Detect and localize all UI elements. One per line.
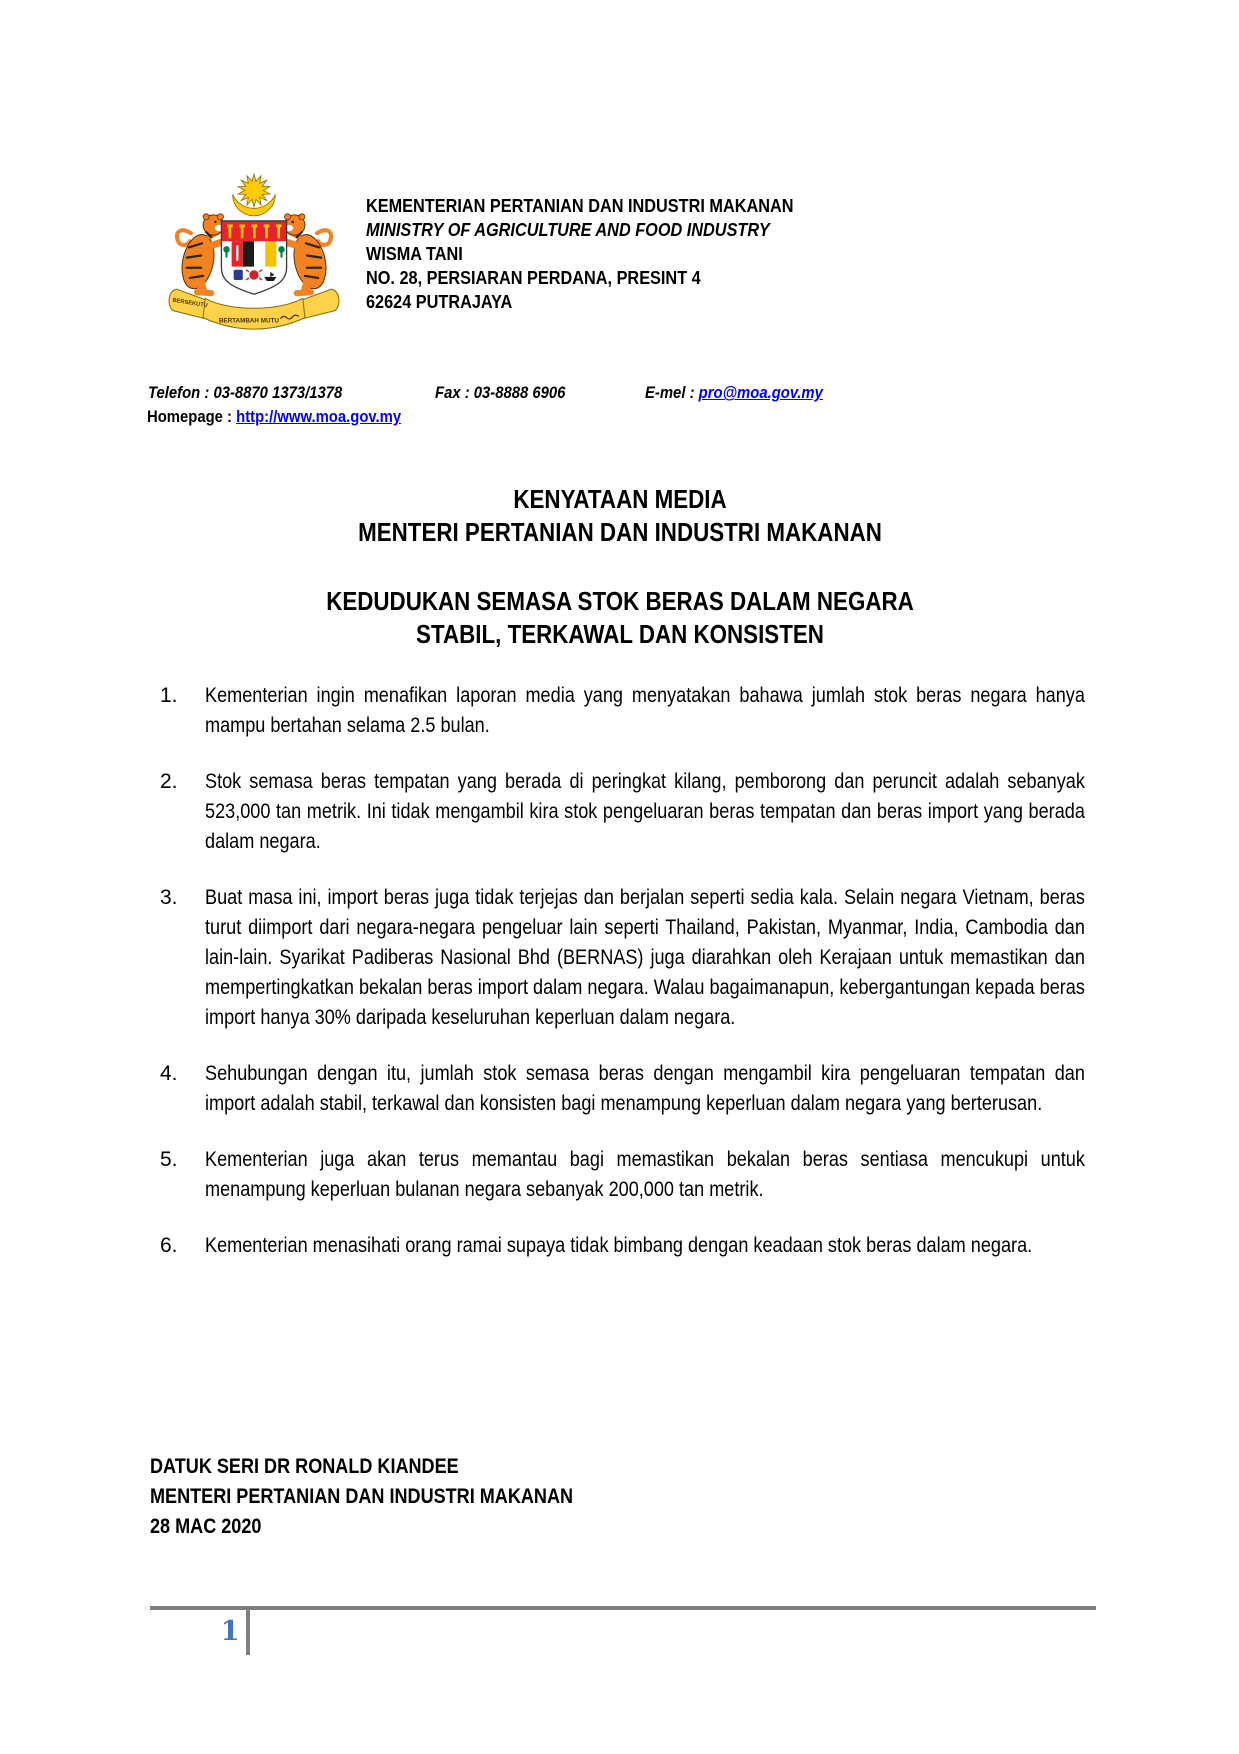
coat-of-arms-logo (152, 168, 356, 338)
homepage-line (147, 408, 401, 427)
tiger-left-icon (177, 214, 227, 293)
paragraph-number: 2. (160, 770, 178, 793)
paragraph-number: 6. (160, 1234, 178, 1257)
motto-center-text: BERTAMBAH MUTU (218, 317, 279, 325)
paragraph-5 (160, 1145, 1085, 1205)
email-label: E-mel : (645, 384, 699, 402)
paragraph-number: 5. (160, 1148, 178, 1171)
shield (221, 221, 286, 294)
paragraph-text: Sehubungan dengan itu, jumlah stok semasa beras dengan mengambil kira pengeluaran tempatan dan import adalah stabil, terkawal dan konsisten bagi menampung keperluan dalam negara yang berterusan. (205, 1062, 1085, 1115)
telefon-text: Telefon : 03-8870 1373/1378 (148, 384, 343, 402)
paragraph-text: Stok semasa beras tempatan yang berada di peringkat kilang, pemborong dan peruncit adalah sebanyak 523,000 tan metrik. Ini tidak mengambil kira stok pengeluaran beras tempatan dan beras import yang berada dalam negara. (205, 770, 1085, 853)
paragraph-3 (160, 883, 1085, 1033)
paragraph-text: Buat masa ini, import beras juga tidak terjejas dan berjalan seperti sedia kala. Selain negara Vietnam, beras turut diimport dari negara-negara pengeluar lain seperti Thailand, Pakistan, Myanmar, India, Cambodia dan lain-lain. Syarikat Padiberas Nasional Bhd (BERNAS) juga diarahkan oleh Kerajaan untuk memastikan dan mempertingkatkan bekalan beras import dalam negara. Walau bagaimanapun, kebergantungan kepada beras import hanya 30% daripada keseluruhan keperluan dalam negara. (205, 886, 1085, 1029)
subtitle-line-1: KEDUDUKAN SEMASA STOK BERAS DALAM NEGARA (326, 586, 914, 616)
paragraph-number: 4. (160, 1062, 178, 1085)
paragraph-1 (160, 681, 1085, 741)
homepage-label: Homepage : (147, 408, 237, 426)
document-title (207, 483, 1033, 549)
subtitle-line-2: STABIL, TERKAWAL DAN KONSISTEN (416, 619, 824, 649)
ministry-name-en: MINISTRY OF AGRICULTURE AND FOOD INDUSTRY (366, 219, 770, 240)
building-name: WISMA TANI (366, 243, 463, 264)
paragraph-number: 3. (160, 886, 178, 909)
paragraph-text: Kementerian menasihati orang ramai supaya tidak bimbang dengan keadaan stok beras dalam negara. (205, 1234, 1033, 1257)
homepage-link[interactable]: http://www.moa.gov.my (236, 408, 402, 426)
title-line-2: MENTERI PERTANIAN DAN INDUSTRI MAKANAN (358, 517, 882, 547)
tiger-right-icon (281, 214, 331, 293)
minister-name: DATUK SERI DR RONALD KIANDEE (150, 1455, 459, 1478)
motto-left-text: BERSEKUTU (172, 297, 208, 310)
paragraph-6 (160, 1231, 1085, 1261)
postcode-city: 62624 PUTRAJAYA (366, 291, 513, 312)
minister-title: MENTERI PERTANIAN DAN INDUSTRI MAKANAN (150, 1485, 574, 1508)
page-number: 1 (220, 1616, 240, 1647)
paragraph-2 (160, 767, 1085, 857)
fax-text: Fax : 03-8888 6906 (435, 384, 566, 402)
numbered-paragraph-list (160, 681, 1085, 1287)
statement-date: 28 MAC 2020 (150, 1515, 262, 1538)
footer-vertical-rule (246, 1606, 250, 1655)
email-line (645, 384, 823, 403)
street-address: NO. 28, PERSIARAN PERDANA, PRESINT 4 (366, 267, 701, 288)
paragraph-text: Kementerian ingin menafikan laporan media yang menyatakan bahawa jumlah stok beras negara hanya mampu bertahan selama 2.5 bulan. (205, 684, 1085, 737)
paragraph-text: Kementerian juga akan terus memantau bagi memastikan bekalan beras sentiasa mencukupi untuk menampung keperluan bulanan negara sebanyak 200,000 tan metrik. (205, 1148, 1085, 1201)
signature-block (150, 1452, 573, 1542)
paragraph-number: 1. (160, 684, 178, 707)
paragraph-4 (160, 1059, 1085, 1119)
ministry-name-ms: KEMENTERIAN PERTANIAN DAN INDUSTRI MAKANAN (366, 195, 794, 216)
title-line-1: KENYATAAN MEDIA (513, 484, 727, 514)
email-link[interactable]: pro@moa.gov.my (698, 384, 823, 402)
federal-star-icon (238, 174, 270, 207)
ministry-address-block (366, 194, 794, 314)
document-subtitle (207, 585, 1033, 651)
footer-horizontal-rule (150, 1606, 1096, 1610)
motto-ribbon (169, 289, 339, 329)
